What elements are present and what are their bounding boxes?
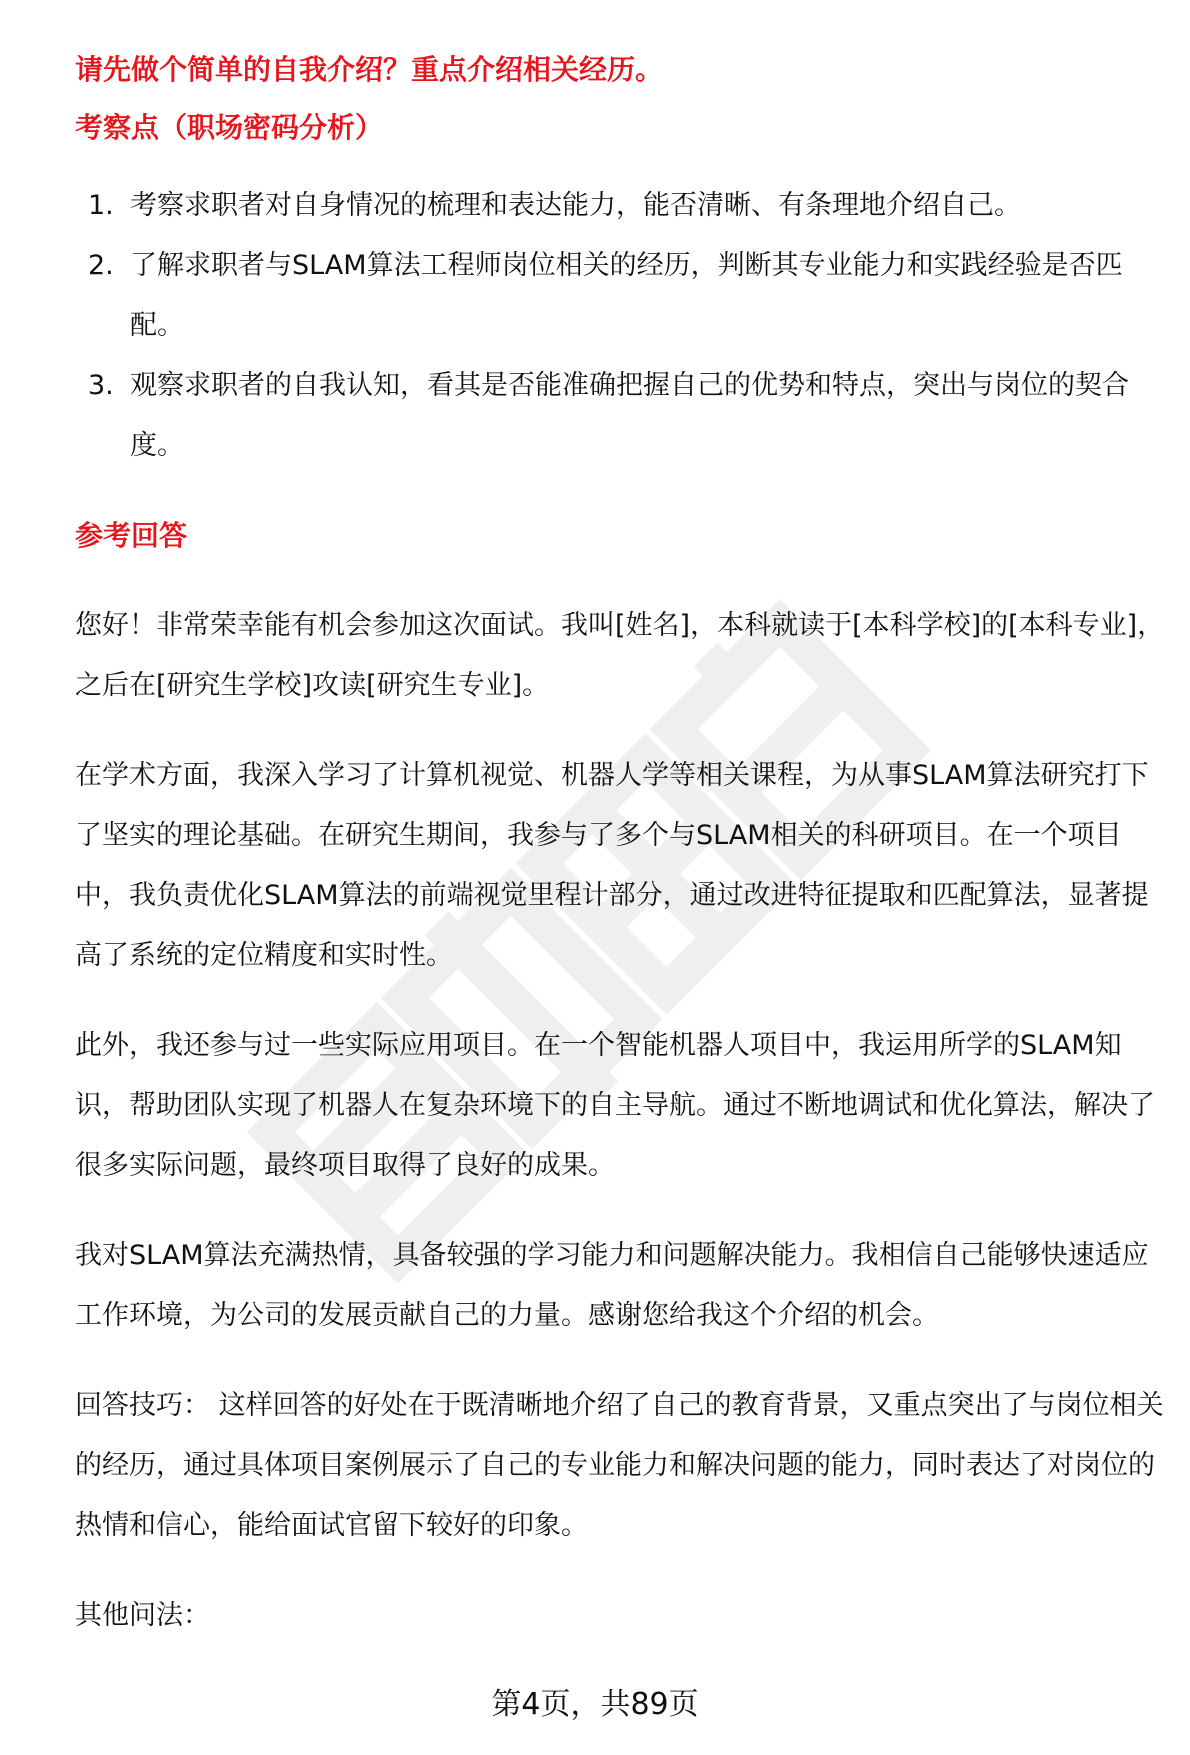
question-heading: 请先做个简单的自我介绍？重点介绍相关经历。 (75, 53, 664, 86)
list-item (75, 356, 1165, 476)
list-item-text: 考察求职者对自身情况的梳理和表达能力，能否清晰、有条理地介绍自己。 (130, 190, 1021, 221)
list-item (75, 176, 1165, 236)
reference-answer-heading: 参考回答 (75, 519, 188, 552)
answer-paragraph: 我对SLAM算法充满热情，具备较强的学习能力和问题解决能力。我相信自己能够快速适应工作环境，为公司的发展贡献自己的力量。感谢您给我这个介绍的机会。 (75, 1240, 1149, 1331)
answer-tips-paragraph: 回答技巧： 这样回答的好处在于既清晰地介绍了自己的教育背景，又重点突出了与岗位相关的经历，通过具体项目案例展示了自己的专业能力和解决问题的能力，同时表达了对岗位的热情和信心，能给面试官留下较好的印象。 (75, 1390, 1164, 1541)
assessment-points-list (75, 176, 1165, 476)
list-item-number: 3. (88, 370, 114, 401)
list-item (75, 236, 1165, 356)
answer-paragraph: 此外，我还参与过一些实际应用项目。在一个智能机器人项目中，我运用所学的SLAM知识，帮助团队实现了机器人在复杂环境下的自主导航。通过不断地调试和优化算法，解决了很多实际问题，最终项目取得了良好的成果。 (75, 1030, 1155, 1181)
answer-paragraph: 在学术方面，我深入学习了计算机视觉、机器人学等相关课程，为从事SLAM算法研究打下了坚实的理论基础。在研究生期间，我参与了多个与SLAM相关的科研项目。在一个项目中，我负责优化SLAM算法的前端视觉里程计部分，通过改进特征提取和匹配算法，显著提高了系统的定位精度和实时性。 (75, 760, 1149, 971)
list-item-text: 了解求职者与SLAM算法工程师岗位相关的经历，判断其专业能力和实践经验是否匹配。 (130, 250, 1123, 341)
list-item-number: 1. (88, 190, 114, 221)
list-item-text: 观察求职者的自我认知，看其是否能准确把握自己的优势和特点，突出与岗位的契合度。 (130, 370, 1129, 461)
page-number-footer: 第4页，共89页 (491, 1687, 699, 1722)
document-content (75, 50, 1165, 1646)
answer-body (75, 596, 1165, 1646)
list-item-number: 2. (88, 250, 114, 281)
assessment-points-heading: 考察点（职场密码分析） (75, 111, 384, 144)
answer-paragraph: 您好！非常荣幸能有机会参加这次面试。我叫[姓名]，本科就读于[本科学校]的[本科专业]，之后在[研究生学校]攻读[研究生专业]。 (75, 610, 1165, 701)
other-questions-label: 其他问法： (75, 1600, 210, 1631)
